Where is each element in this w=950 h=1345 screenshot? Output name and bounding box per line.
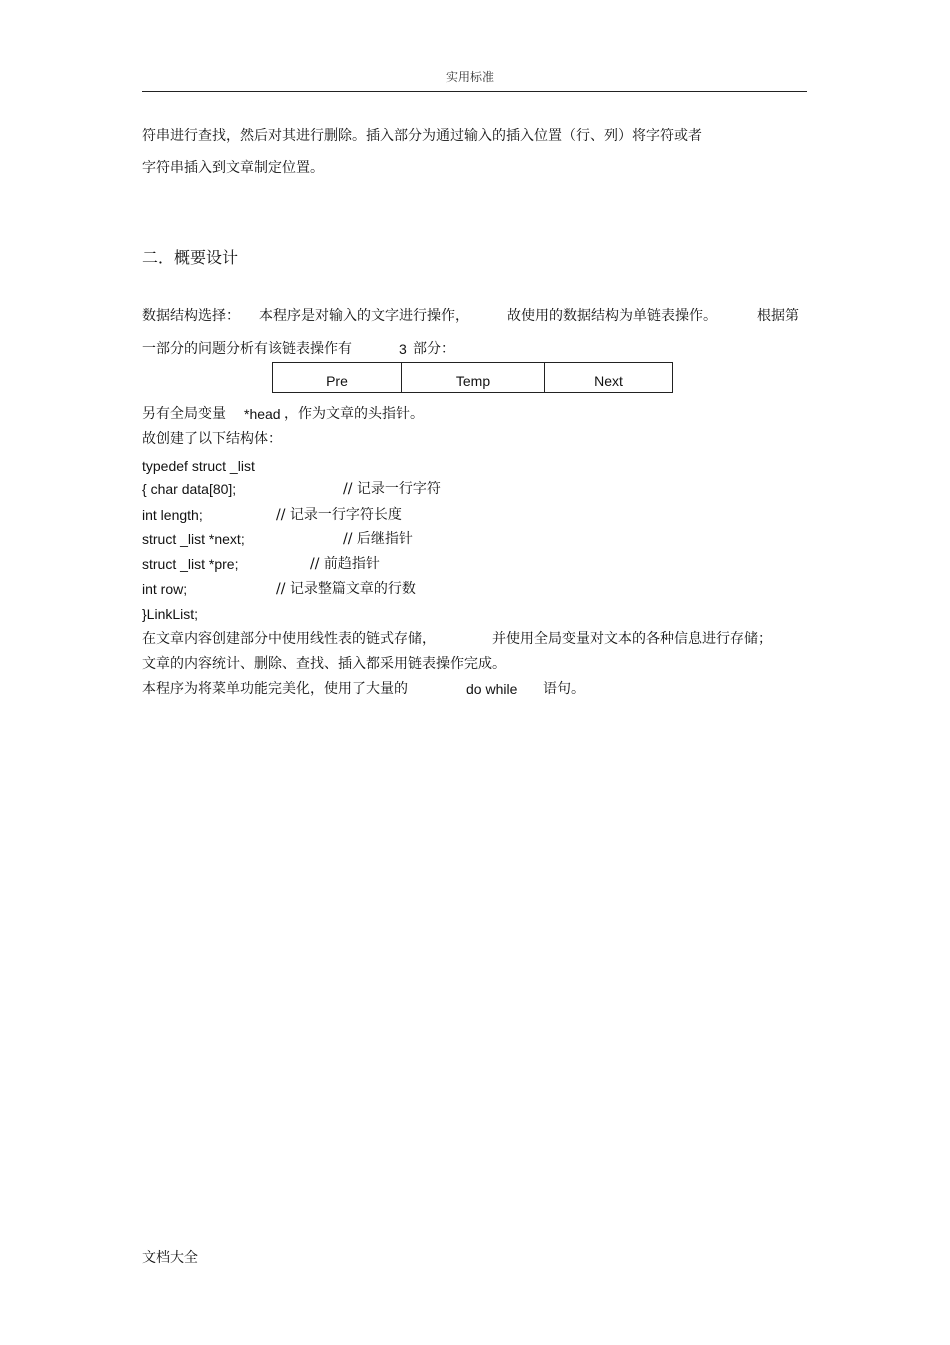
note-1b: 并使用全局变量对文本的各种信息进行存储； [492, 631, 772, 647]
code-line-3: int length; [142, 507, 203, 523]
page-header: 实用标准 [446, 70, 495, 84]
intro-line-2: 字符串插入到文章制定位置。 [142, 160, 324, 176]
code-comment-5: // 前趋指针 [310, 556, 380, 572]
table-cell-pre: Pre [273, 363, 402, 392]
global-var-desc: ，作为文章的头指针。 [284, 406, 424, 422]
header-rule [142, 91, 807, 92]
note-3a: 本程序为将菜单功能完美化，使用了大量的 [142, 681, 408, 697]
ds-text-1: 本程序是对输入的文字进行操作， [259, 308, 469, 324]
note-3b: do while [466, 681, 518, 697]
table-cell-next: Next [594, 373, 623, 389]
code-line-1: typedef struct _list [142, 458, 255, 474]
note-1a: 在文章内容创建部分中使用线性表的链式存储， [142, 631, 436, 647]
ds-text-2: 故使用的数据结构为单链表操作。 [507, 308, 717, 324]
ds-text-5: 部分： [413, 341, 455, 357]
code-comment-2: // 记录一行字符 [343, 481, 441, 497]
code-comment-4: // 后继指针 [343, 531, 413, 547]
ds-label: 数据结构选择： [142, 308, 240, 324]
note-2: 文章的内容统计、删除、查找、插入都采用链表操作完成。 [142, 656, 506, 672]
page-footer: 文档大全 [142, 1250, 198, 1266]
ds-count: 3 [399, 341, 407, 357]
code-line-4: struct _list *next; [142, 531, 245, 547]
ds-text-4: 一部分的问题分析有该链表操作有 [142, 341, 352, 357]
code-line-6: int row; [142, 581, 188, 597]
struct-intro: 故创建了以下结构体： [142, 431, 282, 447]
table-cell-temp: Temp [402, 363, 545, 392]
code-comment-6: // 记录整篇文章的行数 [276, 581, 416, 597]
global-var-name: *head [244, 406, 281, 422]
code-line-7: }LinkList; [142, 606, 199, 622]
code-comment-3: // 记录一行字符长度 [276, 507, 402, 523]
section-heading: 二．概要设计 [142, 248, 239, 267]
node-structure-table [272, 362, 673, 393]
code-line-2: { char data[80]; [142, 481, 237, 497]
global-var-label: 另有全局变量 [142, 406, 226, 422]
ds-text-3: 根据第 [757, 308, 799, 324]
code-line-5: struct _list *pre; [142, 556, 239, 572]
note-3c: 语句。 [543, 681, 585, 697]
intro-line-1: 符串进行查找，然后对其进行删除。插入部分为通过输入的插入位置（行、列）将字符或者 [142, 128, 702, 144]
